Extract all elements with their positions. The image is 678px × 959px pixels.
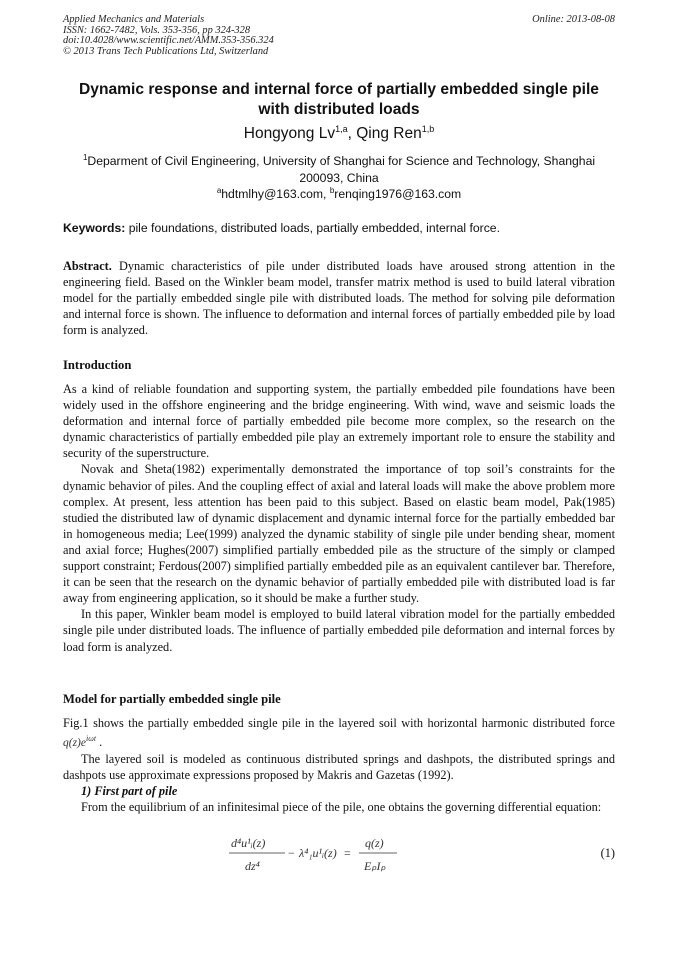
model-p1-text: Fig.1 shows the partially embedded single pile in the layered soil with horizontal harmonic distributed force — [63, 716, 615, 730]
model-paragraph-1 — [63, 715, 615, 751]
model-paragraph-2: The layered soil is modeled as continuous distributed springs and dashpots, the distributed springs and dashpots use approximate expressions proposed by Makris and Gazetas (1992). — [63, 752, 615, 783]
paper-title: Dynamic response and internal force of partially embedded single pile with distributed loads — [79, 81, 599, 118]
email-a-marker: a — [216, 186, 222, 195]
author-1-affil-marker: 1,a — [335, 124, 348, 134]
equation-number: (1) — [600, 846, 615, 860]
issn-line: ISSN: 1662-7482, Vols. 353-356, pp 324-328 — [63, 24, 251, 36]
intro-paragraph-2: Novak and Sheta(1982) experimentally demonstrated the importance of top soil’s constraints for the dynamic behavior of piles. And the coupling effect of axial and lateral loads will make the above problem more complex. At present, less attention has been paid to this subject. Based on elastic beam model, Pak(1985) studied the distributed law of dynamic displacement and dynamic internal force for the partially embedded bar in homogeneous media; Lee(1999) analyzed the dynamic stability of single pile under bending shear, moment and axial force; Hughes(2007) simplified partially embedded pile as the structure of the simply or clamped support constraint; Ferdous(2007) simplified partially embedded pile as an equivalent cantilever bar. Therefore, it can be seen that the research on the dynamic behavior of partially embedded pile with distributed load is far away from engineering application, so it should be make a further study. — [63, 462, 615, 606]
intro-paragraph-1: As a kind of reliable foundation and supporting system, the partially embedded pile foundations have been widely used in the offshore engineering and the bridge engineering. With wind, wave and seismic loads the deformation and internal force of partially embedded pile become more complex, so the research on the dynamic characteristics of partially embedded pile play an extremely important role to ensure the stability and security of the superstructure. — [63, 382, 615, 461]
email-b[interactable]: renqing1976@163.com — [334, 187, 462, 202]
equation-equals: = — [344, 846, 351, 860]
affiliation-text: Deparment of Civil Engineering, University of Shanghai for Science and Technology, Shanghai 200093, China — [87, 154, 596, 185]
equation-1 — [225, 832, 425, 884]
running-header — [63, 15, 274, 57]
introduction-body — [63, 381, 615, 655]
author-2: Qing Ren — [356, 125, 422, 143]
copyright-line: © 2013 Trans Tech Publications Ltd, Switzerland — [63, 45, 269, 57]
author-1: Hongyong Lv — [243, 125, 336, 143]
abstract — [63, 258, 615, 338]
keywords-text: pile foundations, distributed loads, partially embedded, internal force. — [125, 221, 500, 235]
intro-paragraph-3: In this paper, Winkler beam model is employed to build lateral vibration model for the partially embedded single pile under distributed loads. The influence of partially embedded pile deformation and internal forces by load form is analyzed. — [63, 607, 615, 654]
subsection-heading: 1) First part of pile — [81, 784, 178, 799]
force-base: q(z)e — [63, 736, 86, 749]
email-a[interactable]: hdtmlhy@163.com, — [221, 187, 330, 202]
introduction-heading: Introduction — [63, 358, 132, 372]
author-separator: , — [347, 125, 357, 143]
author-line — [63, 124, 615, 143]
model-paragraph-3: From the equilibrium of an infinitesimal piece of the pile, one obtains the governing differential equation: — [81, 800, 602, 815]
force-expression — [63, 734, 97, 749]
equation-middle-term: λ⁴₁u¹ᵢ(z) — [299, 846, 337, 860]
equation-lhs-numerator: d⁴u¹ᵢ(z) — [231, 836, 266, 850]
author-2-affil-marker: 1,b — [421, 124, 435, 134]
equation-lhs-denominator: dz⁴ — [245, 859, 260, 873]
force-exponent: iωt — [86, 734, 97, 744]
equation-minus: − — [288, 846, 295, 860]
keywords — [63, 221, 615, 235]
model-heading: Model for partially embedded single pile — [63, 692, 281, 706]
email-line — [63, 186, 615, 201]
email-b-marker: b — [329, 186, 335, 195]
online-date: Online: 2013-08-08 — [532, 14, 615, 25]
keywords-label: Keywords: — [63, 221, 126, 235]
abstract-text: Dynamic characteristics of pile under distributed loads have aroused strong attention in the engineering field. Based on the Winkler beam model, transfer matrix method is used to build lateral vibration model for the partially embedded single pile with distributed loads. The method for solving pile deformation and internal force is shown. The influence to deformation and internal forces of partially embedded pile by load form is analyzed. — [63, 259, 615, 338]
equation-rhs-numerator: q(z) — [365, 836, 384, 850]
doi-line: doi:10.4028/www.scientific.net/AMM.353-356.324 — [63, 35, 274, 47]
model-p1-end: . — [96, 734, 103, 749]
affiliation-marker: 1 — [82, 153, 88, 162]
affiliation — [63, 150, 615, 186]
journal-name: Applied Mechanics and Materials — [63, 14, 205, 25]
equation-rhs-denominator: EₚIₚ — [364, 859, 386, 873]
abstract-label: Abstract. — [63, 259, 112, 273]
model-body — [63, 715, 615, 815]
